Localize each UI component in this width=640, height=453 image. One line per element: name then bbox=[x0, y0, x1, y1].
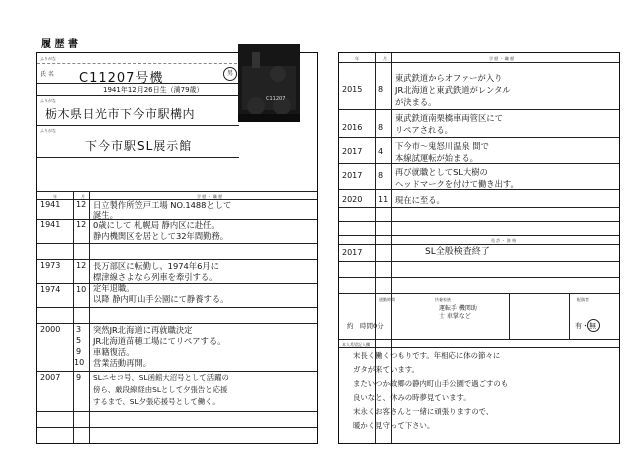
wish-line: 暖かく見守って下さい。 bbox=[353, 421, 435, 430]
history-text: JR北海道と東武鉄道がレンタル bbox=[395, 85, 511, 95]
commute-label: 通勤時間 bbox=[379, 297, 395, 302]
history-text: 本線試運転が始まる。 bbox=[395, 153, 478, 163]
history-month: 5 bbox=[76, 336, 82, 345]
history-text: 標津線さよなら列車を牽引する。 bbox=[93, 272, 218, 282]
commute-value: 約 時間0分 bbox=[347, 322, 384, 330]
month-header: 月 bbox=[383, 56, 387, 61]
family-label: 扶養家族 bbox=[435, 297, 451, 302]
history-text: ヘッドマークを付けて働き出す。 bbox=[395, 179, 519, 189]
history-text: リペアされる。 bbox=[395, 125, 453, 135]
month-header: 月 bbox=[81, 194, 85, 199]
license-text: SL全般検査終了 bbox=[425, 247, 490, 257]
history-text: 東武鉄道からオファーが入り bbox=[395, 73, 503, 83]
wish-line: ガタが来ています。 bbox=[353, 365, 419, 374]
license-year: 2017 bbox=[342, 248, 363, 257]
wish-line: 末永くお客さんと一緒に頑張りますので、 bbox=[353, 407, 494, 416]
history-month: 9 bbox=[76, 373, 82, 382]
history-year: 1974 bbox=[40, 285, 61, 294]
history-year: 2020 bbox=[342, 195, 363, 204]
history-text: 誕生。 bbox=[93, 210, 118, 220]
history-text: 車籍復活。 bbox=[93, 347, 135, 357]
history-month: 8 bbox=[378, 85, 384, 94]
spouse-label: 配偶者 bbox=[577, 297, 589, 302]
gender-mark: 男 bbox=[223, 67, 237, 81]
history-text: 長万部区に転勤し、1974年6月に bbox=[93, 261, 219, 271]
license-header: 免 許 ・ 資 格 bbox=[491, 238, 517, 243]
location-value: 下今市駅SL展示館 bbox=[85, 139, 193, 153]
wish-header: 本人希望記入欄 bbox=[342, 342, 370, 347]
history-month: 12 bbox=[76, 220, 87, 229]
history-year: 2007 bbox=[40, 373, 61, 382]
history-text: が決まる。 bbox=[395, 97, 437, 107]
history-header: 学 歴 ・ 職 歴 bbox=[197, 194, 223, 199]
history-text: 以降 静内町山手公園にて静養する。 bbox=[93, 294, 229, 304]
locomotive-icon bbox=[238, 44, 300, 122]
history-text: 突然JR北海道に再就職決定 bbox=[93, 325, 193, 335]
history-text: JR北海道苗穂工場にてリペアする。 bbox=[93, 336, 226, 346]
history-month: 4 bbox=[378, 147, 384, 156]
location-reading-label: ふりがな bbox=[40, 128, 56, 133]
history-month: 8 bbox=[378, 123, 384, 132]
history-month: 10 bbox=[76, 285, 87, 294]
history-text: するまで、SL夕張応援号として働く。 bbox=[93, 397, 220, 406]
address-value: 栃木県日光市下今市駅構内 bbox=[45, 107, 196, 121]
history-year: 1973 bbox=[40, 261, 61, 270]
history-year: 1941 bbox=[40, 200, 61, 209]
history-text: 現在に至る。 bbox=[395, 195, 445, 205]
history-year: 2017 bbox=[342, 147, 363, 156]
address-reading-label: ふりがな bbox=[40, 98, 56, 103]
history-text: 傍ら、厳段線経由SLとして夕張告と応援 bbox=[93, 385, 228, 394]
birth-value: 1941年12月26日生（満79歳） bbox=[103, 86, 204, 94]
history-year: 1941 bbox=[40, 220, 61, 229]
family-value: 運転手 機関助士 車掌など bbox=[439, 305, 477, 320]
wish-line: 良いなと、休みの時夢見ています。 bbox=[353, 393, 471, 402]
history-year: 2016 bbox=[342, 123, 363, 132]
spouse-circle bbox=[587, 319, 600, 332]
photo-caption: C11207 bbox=[266, 96, 286, 102]
history-text: 日立製作所笠戸工場 NO.1488として bbox=[93, 200, 232, 210]
year-header: 年 bbox=[355, 56, 359, 61]
history-header: 学 歴 ・ 職 歴 bbox=[489, 56, 515, 61]
name-value: C11207号機 bbox=[79, 71, 164, 86]
history-month: 10 bbox=[74, 358, 85, 367]
history-month: 3 bbox=[76, 325, 82, 334]
history-text: SLニセコ号、SL函館大沼号として活躍の bbox=[93, 373, 229, 382]
history-year: 2017 bbox=[342, 171, 363, 180]
history-text: 再び就職としてSL大樹の bbox=[395, 167, 488, 177]
spouse-mark: 有・無 bbox=[575, 322, 596, 330]
history-text: 定年退職。 bbox=[93, 283, 135, 293]
name-label: 氏 名 bbox=[40, 71, 54, 78]
locomotive-photo bbox=[238, 44, 300, 122]
resume-right-page bbox=[338, 52, 620, 444]
history-month: 12 bbox=[76, 261, 87, 270]
name-reading-label: ふりがな bbox=[40, 56, 56, 61]
history-month: 12 bbox=[76, 200, 87, 209]
history-text: 静内機関区を居として32年間勤務。 bbox=[93, 231, 229, 241]
history-month: 8 bbox=[378, 171, 384, 180]
history-text: 0歳にして 札幌局 静内区に赴任。 bbox=[93, 220, 220, 230]
history-month: 11 bbox=[378, 195, 389, 204]
resume-heading: 履 歴 書 bbox=[41, 39, 78, 50]
history-text: 下今市～鬼怒川温泉 間で bbox=[395, 141, 489, 151]
wish-line: またいつか故郷の静内町山手公園で過ごすのも bbox=[353, 379, 509, 388]
history-text: 東武鉄道南栗橋車両管区にて bbox=[395, 113, 503, 123]
history-year: 2015 bbox=[342, 85, 363, 94]
year-header: 年 bbox=[53, 194, 57, 199]
wish-line: 末長く働くつもりです。年相応に体の節々に bbox=[353, 351, 501, 360]
history-text: 営業活動再開。 bbox=[93, 358, 152, 368]
history-month: 9 bbox=[76, 347, 82, 356]
history-year: 2000 bbox=[40, 325, 61, 334]
